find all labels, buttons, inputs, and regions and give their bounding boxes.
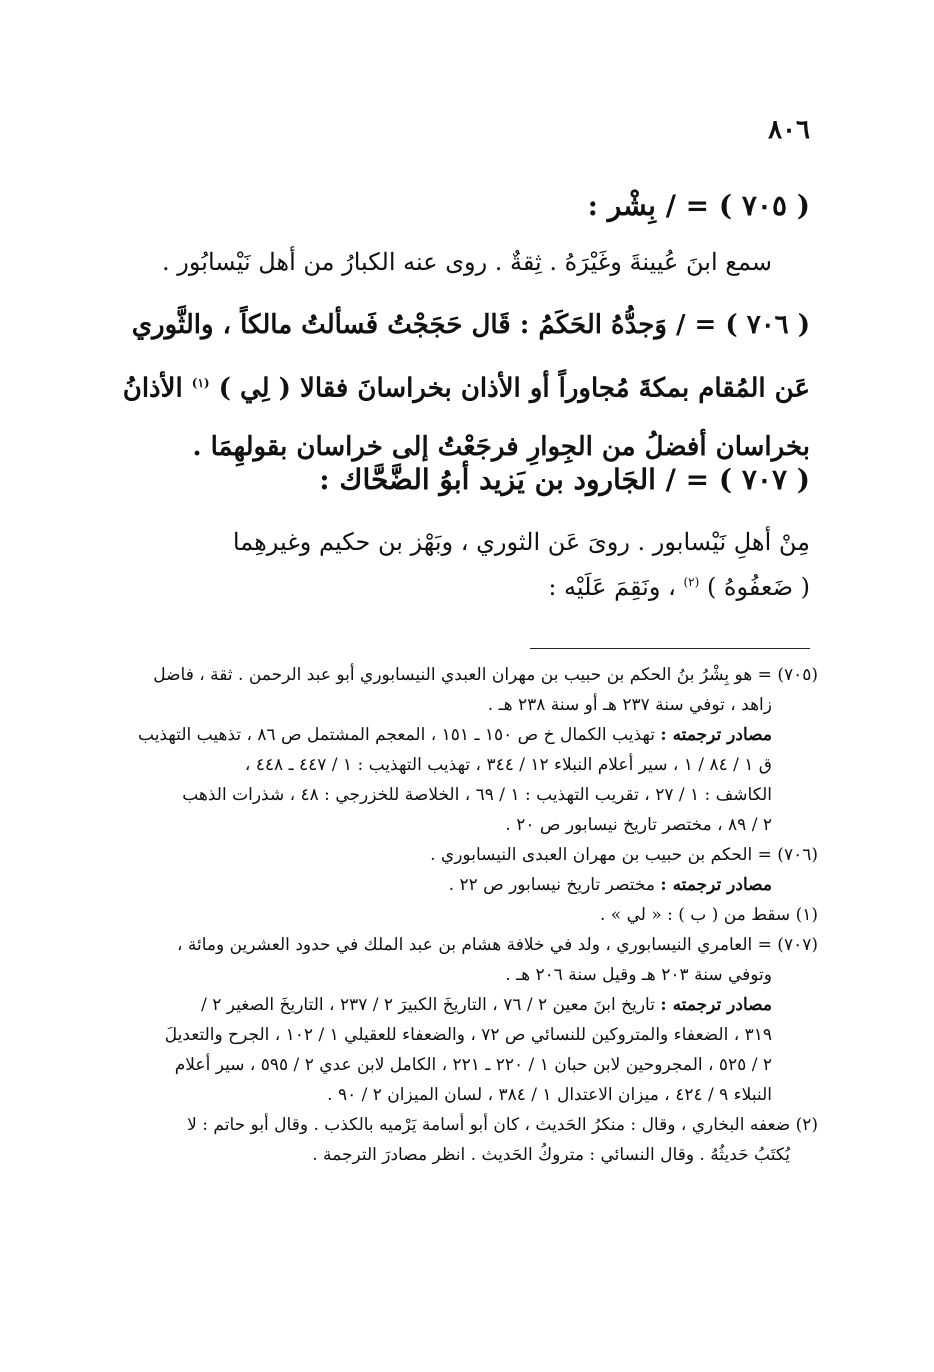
sources-text: مختصر تاريخ نيسابور ص ٢٢ . xyxy=(448,875,655,895)
note-2: (٢) ضعفه البخاري ، وقال : منكرُ الحَديث ، كان أبو أسامة يَرْميه بالكذب . وقال أبو حاتم : لا xyxy=(187,1115,818,1135)
footnote-705: (٧٠٥) = هو بِشْرُ بنُ الحكم بن حبيب بن مهران العبدي النيسابوري أبو عبد الرحمن . ثقة ، فاضل xyxy=(153,665,818,685)
sources-707-cont: ٣١٩ ، الضعفاء والمتروكين للنسائي ص ٧٢ ، والضعفاء للعقيلي ١ / ١٠٢ ، الجرح والتعديلَ xyxy=(164,1025,772,1045)
entry-707 xyxy=(120,452,810,607)
footnote-705-cont: زاهد ، توفي سنة ٢٣٧ هـ أو سنة ٢٣٨ هـ . xyxy=(487,695,772,715)
entry-line xyxy=(120,562,810,607)
entry-text: ، ونَقِمَ عَلَيْه : xyxy=(548,573,676,601)
entry-line: بخراسان أفضلُ من الجِوارِ فرجَعْتُ إلى خراسان بقولهِمَا . xyxy=(192,431,810,462)
footnote-707-cont: وتوفي سنة ٢٠٣ هـ وقيل سنة ٢٠٦ هـ . xyxy=(505,965,772,985)
footnote-ref: (١) xyxy=(191,376,210,390)
entry-heading: ( ٧٠٥ ) = / بِشْر : xyxy=(587,189,810,222)
sources-text: تاريخ ابنَ معين ٢ / ٧٦ ، التاريخَ الكبيرَ ٢ / ٢٣٧ ، التاريخَ الصغير ٢ / xyxy=(201,995,655,1015)
entry-body: سمع ابنَ عُيينةَ وغَيْرَهُ . ثِقةٌ . روى عنه الكبارُ من أهل نَيْسابُور . xyxy=(162,248,772,276)
sources-705-cont: الكاشف : ١ / ٢٧ ، تقريب التهذيب : ١ / ٦٩ ، الخلاصة للخزرجي : ٤٨ ، شذرات الذهب xyxy=(182,785,772,805)
entry-706 xyxy=(120,296,810,476)
entry-line: مِنْ أهلِ نَيْسابور . روىَ عَن الثوري ، وبَهْز بن حكيم وغيرهِما xyxy=(232,528,810,556)
sources-707 xyxy=(118,990,818,1020)
note-1: (١) سقط من ( ب ) : « لي » . xyxy=(599,905,818,925)
sources-705-cont: ٢ / ٨٩ ، مختصر تاريخ نيسابور ص ٢٠ . xyxy=(505,815,772,835)
note-2-cont: يُكتَبُ حَديثُهُ . وقال النسائي : متروكُ الحَديث . انظر مصادرَ الترجمة . xyxy=(312,1145,790,1165)
sources-707-cont: النبلاء ٩ / ٤٢٤ ، ميزان الاعتدال ١ / ٣٨٤ ، لسان الميزان ٢ / ٩٠ . xyxy=(327,1085,772,1105)
sources-label: مصادر ترجمته : xyxy=(660,995,772,1015)
sources-706 xyxy=(118,870,818,900)
sources-705-cont: ق ١ / ٨٤ / ١ ، سير أعلام النبلاء ١٢ / ٣٤٤ ، تهذيب التهذيب : ١ / ٤٤٧ ـ ٤٤٨ ، xyxy=(244,755,772,775)
entry-text: عَن المُقام بمكةَ مُجاوراً أو الأذان بخراسانَ فقالا ( لِي ) xyxy=(218,373,810,404)
entry-heading: ( ٧٠٦ ) = / وَجدُّهُ الحَكَمُ : قَال حَجَجْتُ فَسألتُ مالكاً ، والثَّوري xyxy=(131,310,810,340)
sources-705 xyxy=(118,720,818,750)
sources-label: مصادر ترجمته : xyxy=(660,875,772,895)
footnote-divider xyxy=(530,648,810,649)
footnotes xyxy=(118,660,818,1170)
sources-707-cont: ٢ / ٥٢٥ ، المجروحين لابن حبان ١ / ٢٢٠ ـ ٢٢١ ، الكامل لابن عدي ٢ / ٥٩٥ ، سير أعلام xyxy=(174,1055,772,1075)
footnote-707: (٧٠٧) = العامري النيسابوري ، ولد في خلافة هشام بن عبد الملك في حدود العشرين ومائة ، xyxy=(176,935,818,955)
entry-line xyxy=(120,354,810,418)
entry-text: ( ضَعفُوهُ ) xyxy=(706,573,810,601)
entry-heading: ( ٧٠٧ ) = / الجَارود بن يَزيد أبوُ الضَّحَّاك : xyxy=(319,463,810,496)
footnote-706: (٧٠٦) = الحكم بن حبيب بن مهران العبدى النيسابوري . xyxy=(430,845,818,865)
page-number: ٨٠٦ xyxy=(768,115,810,145)
entry-text: الأذانُ xyxy=(122,373,183,404)
sources-text: تهذيب الكمال خ ص ١٥٠ ـ ١٥١ ، المعجم المشتمل ص ٨٦ ، تذهيب التهذيب xyxy=(138,725,655,745)
sources-label: مصادر ترجمته : xyxy=(660,725,772,745)
footnote-ref: (٢) xyxy=(683,575,700,589)
entry-705 xyxy=(120,178,810,282)
